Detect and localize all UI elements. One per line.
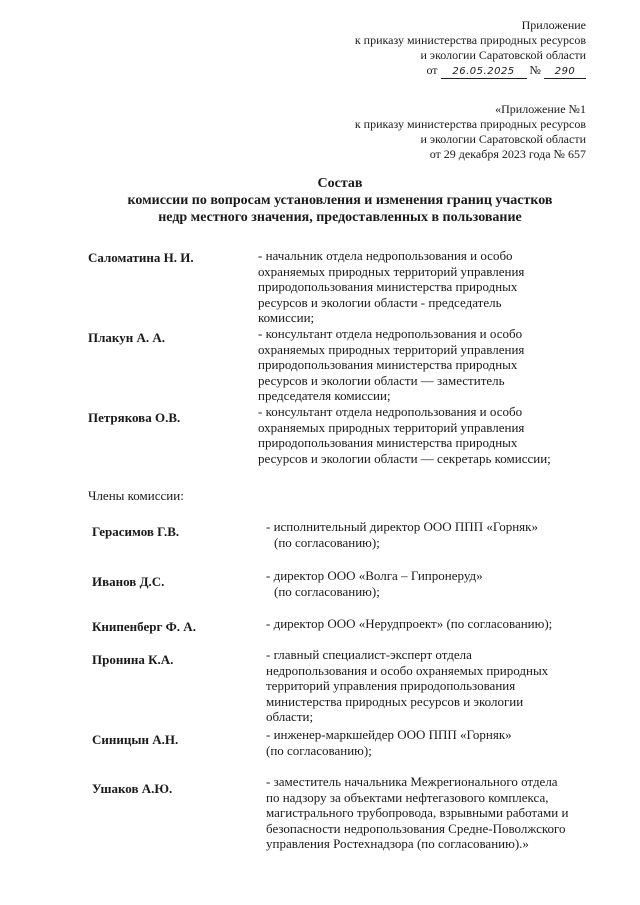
role-line: ресурсов и экологии области - председатель <box>258 294 502 310</box>
person-name: Плакун А. А. <box>88 330 165 345</box>
person-name: Герасимов Г.В. <box>92 524 180 539</box>
person-name: Пронина К.А. <box>92 652 174 667</box>
members-label: Члены комиссии: <box>88 488 184 503</box>
role-line: магистрального трубопровода, взрывными работами и <box>266 805 569 820</box>
quote-line-1: «Приложение №1 <box>495 102 586 116</box>
quote-line-2: к приказу министерства природных ресурсов <box>354 117 586 131</box>
quoted-appendix-header <box>355 102 586 162</box>
role-line: - исполнительный директор ООО ППП «Горняк» <box>266 519 538 534</box>
role-line: - консультант отдела недропользования и особо <box>258 326 523 341</box>
person-role <box>258 248 524 326</box>
role-line: территорий управления природопользования <box>266 678 516 693</box>
role-line: - консультант отдела недропользования и особо <box>258 404 523 419</box>
title-line-1: Состав <box>317 176 363 191</box>
role-line: (по согласованию); <box>266 742 372 758</box>
role-line: охраняемых природных территорий управления <box>258 419 525 435</box>
appendix-line-2: и экологии Саратовской области <box>420 48 586 62</box>
order-date-line <box>355 63 586 79</box>
number-label: № <box>529 63 541 77</box>
role-line: охраняемых природных территорий управления <box>258 263 525 279</box>
role-line: - главный специалист-эксперт отдела <box>266 647 472 662</box>
quote-line-4: от 29 декабря 2023 года № 657 <box>429 147 586 161</box>
order-number: 290 <box>544 65 586 79</box>
role-line: министерства природных ресурсов и экологии <box>266 693 524 709</box>
title-line-2: комиссии по вопросам установления и изменения границ участков <box>127 193 553 208</box>
role-line: - начальник отдела недропользования и особо <box>258 248 513 263</box>
role-line: комиссии; <box>258 310 315 325</box>
title-line-3: недр местного значения, предоставленных в пользование <box>158 210 522 225</box>
person-name: Синицын А.Н. <box>92 732 179 747</box>
role-line: природопользования министерства природных <box>258 357 518 372</box>
person-role <box>266 727 512 758</box>
role-line: (по согласованию); <box>274 534 380 550</box>
person-role <box>266 647 548 725</box>
role-line: охраняемых природных территорий управления <box>258 341 525 357</box>
person-name: Книпенберг Ф. А. <box>92 619 196 634</box>
role-line: (по согласованию); <box>274 583 380 599</box>
person-name: Ушаков А.Ю. <box>92 781 173 796</box>
person-name: Саломатина Н. И. <box>88 250 194 265</box>
person-role <box>266 616 552 632</box>
role-line: безопасности недропользования Средне-Поволжского <box>266 820 566 836</box>
role-line: - заместитель начальника Межрегионального отдела <box>266 774 558 789</box>
role-line: - директор ООО «Нерудпроект» (по согласованию); <box>266 616 553 631</box>
person-role <box>258 326 524 404</box>
role-line: природопользования министерства природных <box>258 279 518 294</box>
role-line: ресурсов и экологии области — заместитель <box>258 372 505 388</box>
role-line: - инженер-маркшейдер ООО ППП «Горняк» <box>266 727 512 742</box>
person-name: Иванов Д.С. <box>92 574 165 589</box>
quote-line-3: и экологии Саратовской области <box>420 132 586 146</box>
person-role <box>258 404 551 466</box>
role-line: - директор ООО «Волга – Гипронеруд» <box>266 568 483 583</box>
appendix-title: Приложение <box>521 18 586 32</box>
role-line: ресурсов и экологии области — секретарь комиссии; <box>258 450 551 466</box>
role-line: недропользования и особо охраняемых природных <box>266 662 549 678</box>
order-date: 26.05.2025 <box>441 65 527 79</box>
role-line: природопользования министерства природных <box>258 435 518 450</box>
role-line: области; <box>266 709 314 724</box>
role-line: председателя комиссии; <box>258 388 391 403</box>
document-title <box>60 175 620 226</box>
from-label: от <box>426 63 438 77</box>
person-name: Петрякова О.В. <box>88 410 181 425</box>
appendix-header <box>355 18 586 79</box>
person-role <box>266 774 568 852</box>
role-line: по надзору за объектами нефтегазового комплекса, <box>266 789 549 805</box>
person-role <box>266 568 483 599</box>
appendix-line-1: к приказу министерства природных ресурсов <box>354 33 586 47</box>
role-line: управления Ростехнадзора (по согласованию).» <box>266 836 529 851</box>
person-role <box>266 519 538 550</box>
